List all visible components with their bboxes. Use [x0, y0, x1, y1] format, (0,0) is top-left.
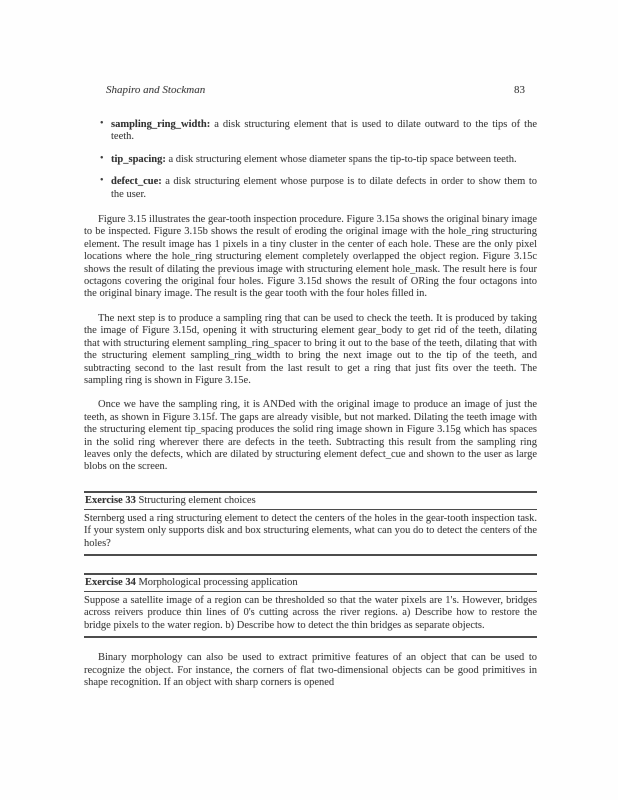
bullet-icon: • [100, 175, 104, 187]
paragraph-sampling-ring: The next step is to produce a sampling ring that can be used to check the teeth. It is produced by taking the image of Figure 3.15d, opening it with structuring element gear_body to get rid of the teeth, dilating that with structuring element sampling_ring_spacer to bring it out to the base of the teeth, dilating that with the structuring element sampling_ring_width to bring the next image out to the tip of the teeth, and subtracting second to the last result from the last result to get a ring that just fits over the teeth. The sampling ring is shown in Figure 3.15e. [84, 312, 537, 386]
list-item-sampling-ring-width [100, 118, 537, 144]
list-item-defect-cue [100, 175, 537, 201]
list-item-text: a disk structuring element whose diameter spans the tip-to-tip space between teeth. [165, 153, 517, 165]
list-item-term: sampling_ring_width: [111, 119, 211, 130]
list-item-tip-spacing [100, 152, 537, 166]
exercise-33-title-row [84, 493, 537, 510]
list-item-text: a disk structuring element that is used to dilate outward to the tips of the teeth. [111, 119, 537, 143]
list-item-term: defect_cue: [111, 176, 162, 188]
list-item-term: tip_spacing: [111, 153, 166, 165]
page-number: 83 [514, 84, 525, 96]
paragraph-figure-315: Figure 3.15 illustrates the gear-tooth inspection procedure. Figure 3.15a shows the original binary image to be inspected. Figure 3.15b shows the result of eroding the original image with the hole_ring structuring element. The result image has 1 pixels in a tiny cluster in the center of each hole. These are the only pixel locations where the hole_ring structuring element completely overlapped the object region. Figure 3.15c shows the result of dilating the previous image with structuring element hole_mask. The result here is four octagons covering the original four holes. Figure 3.15d shows the result of ORing the four octagons into the original binary image. The result is the gear tooth with the four holes filled in. [84, 214, 537, 300]
paragraph-anded-teeth: Once we have the sampling ring, it is ANDed with the original image to produce an image of just the teeth, as shown in Figure 3.15f. The gaps are already visible, but not marked. Dilating the teeth image with the structuring element tip_spacing produces the solid ring image shown in Figure 3.15g which has spaces in the solid ring wherever there are defects in the teeth. Subtracting this result from the sampling ring leaves only the defects, which are dilated by structuring element defect_cue and shown to the user as large blobs on the screen. [84, 399, 537, 473]
closing-paragraph: Binary morphology can also be used to extract primitive features of an object that can be used to recognize the object. For instance, the corners of flat two-dimensional objects can be good primitives in shape recognition. If an object with sharp corners is opened [84, 652, 537, 688]
exercise-box-34 [84, 573, 537, 638]
list-item-text: a disk structuring element whose purpose is to dilate defects in order to show them to the user. [111, 176, 537, 200]
running-header [84, 84, 537, 97]
exercise-34-label: Exercise 34 [85, 576, 136, 588]
exercise-33-title: Structuring element choices [138, 494, 256, 506]
bullet-icon: • [100, 152, 104, 164]
exercise-33-label: Exercise 33 [85, 494, 136, 506]
exercise-34-title: Morphological processing application [138, 576, 298, 588]
bullet-icon: • [100, 118, 104, 129]
running-header-author: Shapiro and Stockman [106, 84, 206, 96]
exercise-box-33 [84, 491, 537, 556]
structuring-element-list [100, 118, 537, 201]
exercise-33-body: Sternberg used a ring structuring element to detect the centers of the holes in the gear-tooth inspection task. If your system only supports disk and box structuring elements, what can you do to detect the centers of the holes? [84, 512, 537, 549]
exercise-34-body: Suppose a satellite image of a region can be thresholded so that the water pixels are 1's. However, bridges across reivers produce thin lines of 0's cutting across the river regions. a) Describe how to restore the bridge pixels to the water region. b) Describe how to detect the thin bridges as separate objects. [84, 594, 537, 631]
exercise-34-title-row [84, 575, 537, 592]
